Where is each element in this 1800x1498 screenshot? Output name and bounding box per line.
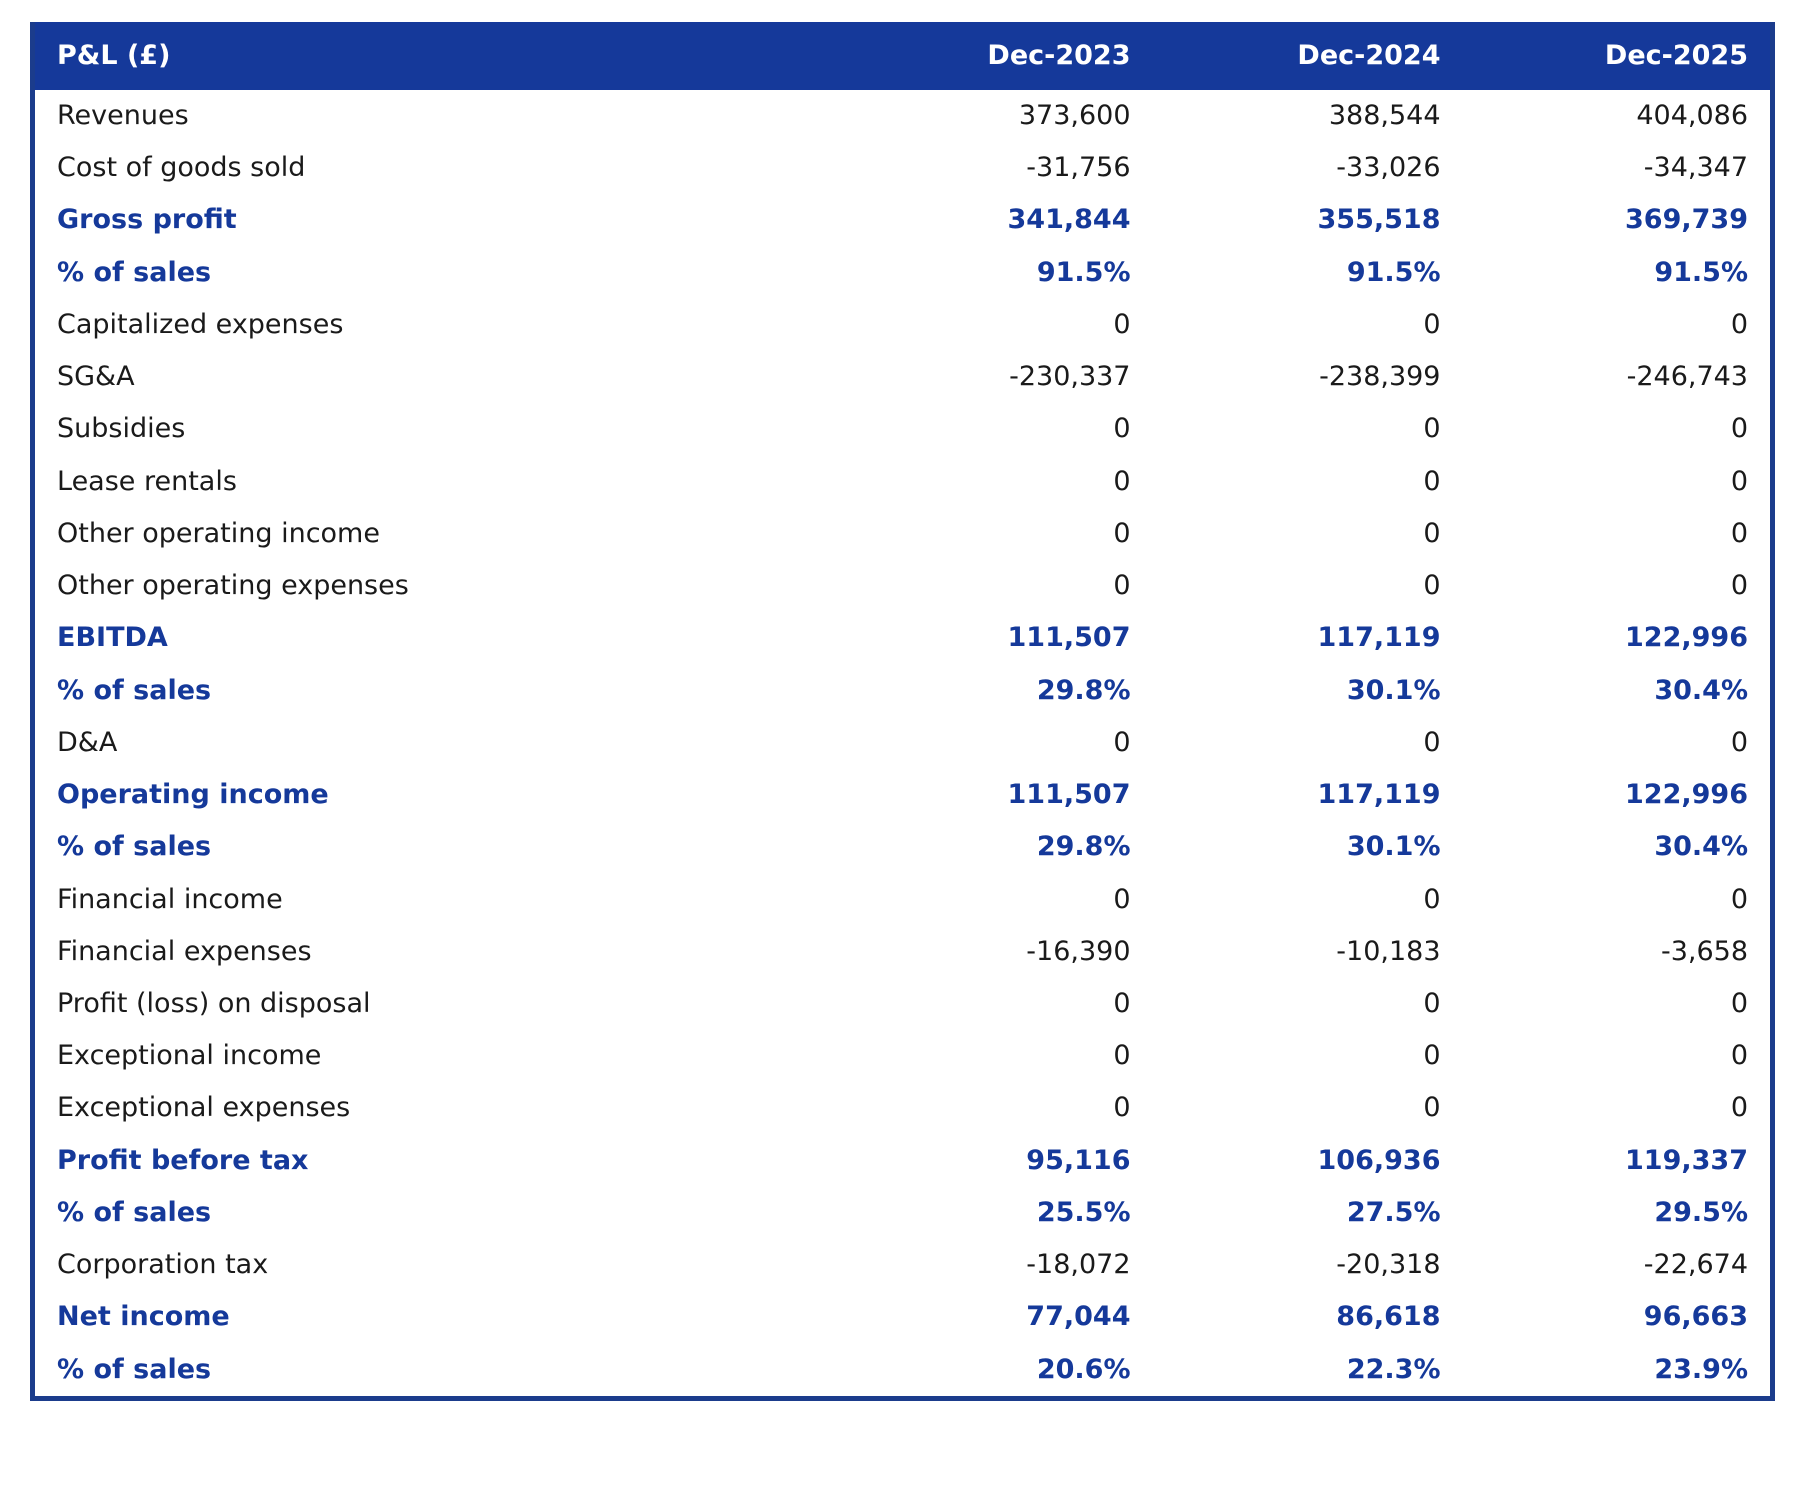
row-label: % of sales [33, 247, 843, 299]
row-label: Operating income [33, 769, 843, 821]
row-label: Subsidies [33, 403, 843, 455]
table-row [33, 612, 1773, 664]
row-label: % of sales [33, 1187, 843, 1239]
table-row [33, 769, 1773, 821]
row-label: Exceptional income [33, 1030, 843, 1082]
row-value: 96,663 [1463, 1291, 1773, 1343]
table-row [33, 665, 1773, 717]
row-label: % of sales [33, 1344, 843, 1399]
row-label: Corporation tax [33, 1239, 843, 1291]
row-value: 122,996 [1463, 769, 1773, 821]
row-label: Exceptional expenses [33, 1082, 843, 1134]
table-row [33, 1135, 1773, 1187]
row-value: 25.5% [843, 1187, 1153, 1239]
row-value: 29.8% [843, 665, 1153, 717]
row-label: Revenues [33, 90, 843, 142]
row-label: D&A [33, 717, 843, 769]
table-row [33, 142, 1773, 194]
row-value: -246,743 [1463, 351, 1773, 403]
table-row [33, 926, 1773, 978]
row-value: 30.4% [1463, 821, 1773, 873]
row-value: 23.9% [1463, 1344, 1773, 1399]
row-value: 111,507 [843, 612, 1153, 664]
table-row [33, 1239, 1773, 1291]
row-value: 117,119 [1153, 769, 1463, 821]
row-value: 111,507 [843, 769, 1153, 821]
row-value: 0 [843, 456, 1153, 508]
table-body [33, 90, 1773, 1398]
header-row [33, 22, 1773, 90]
row-value: 122,996 [1463, 612, 1773, 664]
row-value: 0 [1153, 508, 1463, 560]
row-value: -10,183 [1153, 926, 1463, 978]
table-row [33, 194, 1773, 246]
table-row [33, 1291, 1773, 1343]
row-value: 0 [1463, 1030, 1773, 1082]
row-label: Other operating expenses [33, 560, 843, 612]
row-value: 369,739 [1463, 194, 1773, 246]
table-row [33, 978, 1773, 1030]
row-value: 355,518 [1153, 194, 1463, 246]
row-label: Net income [33, 1291, 843, 1343]
row-value: -20,318 [1153, 1239, 1463, 1291]
row-value: 0 [1153, 978, 1463, 1030]
table-row [33, 717, 1773, 769]
row-value: 30.1% [1153, 821, 1463, 873]
row-value: -18,072 [843, 1239, 1153, 1291]
row-value: 95,116 [843, 1135, 1153, 1187]
row-value: 0 [1463, 717, 1773, 769]
row-label: EBITDA [33, 612, 843, 664]
row-value: 0 [1153, 299, 1463, 351]
row-value: 0 [843, 978, 1153, 1030]
table-row [33, 560, 1773, 612]
table-row [33, 821, 1773, 873]
row-value: 30.1% [1153, 665, 1463, 717]
row-value: 373,600 [843, 90, 1153, 142]
row-value: 0 [843, 1082, 1153, 1134]
table-row [33, 1344, 1773, 1399]
row-value: -16,390 [843, 926, 1153, 978]
table-row [33, 874, 1773, 926]
row-value: 0 [1153, 560, 1463, 612]
row-value: 0 [843, 560, 1153, 612]
row-value: 0 [1463, 1082, 1773, 1134]
table-row [33, 456, 1773, 508]
row-value: 388,544 [1153, 90, 1463, 142]
row-value: 91.5% [843, 247, 1153, 299]
row-value: 20.6% [843, 1344, 1153, 1399]
table-row [33, 1082, 1773, 1134]
row-value: -238,399 [1153, 351, 1463, 403]
header-cell-label: P&L (£) [33, 22, 843, 90]
row-label: Profit (loss) on disposal [33, 978, 843, 1030]
table-row [33, 508, 1773, 560]
row-value: 77,044 [843, 1291, 1153, 1343]
row-value: 0 [1463, 299, 1773, 351]
row-value: 0 [843, 717, 1153, 769]
row-value: -230,337 [843, 351, 1153, 403]
row-value: 106,936 [1153, 1135, 1463, 1187]
row-value: 0 [1153, 456, 1463, 508]
table-row [33, 90, 1773, 142]
row-value: 0 [1153, 1030, 1463, 1082]
row-value: 117,119 [1153, 612, 1463, 664]
row-label: Profit before tax [33, 1135, 843, 1187]
row-value: 341,844 [843, 194, 1153, 246]
row-value: 0 [1463, 978, 1773, 1030]
row-label: % of sales [33, 665, 843, 717]
table-row [33, 351, 1773, 403]
row-label: Lease rentals [33, 456, 843, 508]
row-value: 86,618 [1153, 1291, 1463, 1343]
row-value: 0 [843, 1030, 1153, 1082]
header-cell-dec-2024: Dec-2024 [1153, 22, 1463, 90]
row-value: 0 [1463, 874, 1773, 926]
header-cell-dec-2023: Dec-2023 [843, 22, 1153, 90]
row-value: 0 [1153, 403, 1463, 455]
row-label: Financial expenses [33, 926, 843, 978]
row-label: SG&A [33, 351, 843, 403]
row-value: 0 [843, 874, 1153, 926]
row-value: 27.5% [1153, 1187, 1463, 1239]
row-value: 404,086 [1463, 90, 1773, 142]
table-header [33, 22, 1773, 90]
table-row [33, 247, 1773, 299]
row-label: Financial income [33, 874, 843, 926]
row-label: Other operating income [33, 508, 843, 560]
row-value: 0 [1463, 508, 1773, 560]
row-label: % of sales [33, 821, 843, 873]
table-row [33, 299, 1773, 351]
row-value: 0 [843, 299, 1153, 351]
row-value: 0 [1153, 717, 1463, 769]
row-value: 0 [1153, 1082, 1463, 1134]
row-label: Capitalized expenses [33, 299, 843, 351]
row-value: 91.5% [1463, 247, 1773, 299]
row-value: 119,337 [1463, 1135, 1773, 1187]
row-value: 0 [1153, 874, 1463, 926]
row-value: 0 [1463, 560, 1773, 612]
row-value: 29.8% [843, 821, 1153, 873]
row-value: -3,658 [1463, 926, 1773, 978]
row-value: 0 [843, 403, 1153, 455]
row-label: Gross profit [33, 194, 843, 246]
row-value: 0 [843, 508, 1153, 560]
header-cell-dec-2025: Dec-2025 [1463, 22, 1773, 90]
row-value: -33,026 [1153, 142, 1463, 194]
row-value: 29.5% [1463, 1187, 1773, 1239]
row-value: -31,756 [843, 142, 1153, 194]
row-value: -34,347 [1463, 142, 1773, 194]
row-value: 0 [1463, 456, 1773, 508]
row-value: 0 [1463, 403, 1773, 455]
table-row [33, 1030, 1773, 1082]
row-value: 91.5% [1153, 247, 1463, 299]
row-value: -22,674 [1463, 1239, 1773, 1291]
row-value: 22.3% [1153, 1344, 1463, 1399]
table-row [33, 1187, 1773, 1239]
table-row [33, 403, 1773, 455]
profit-and-loss-table [30, 22, 1775, 1401]
row-label: Cost of goods sold [33, 142, 843, 194]
row-value: 30.4% [1463, 665, 1773, 717]
